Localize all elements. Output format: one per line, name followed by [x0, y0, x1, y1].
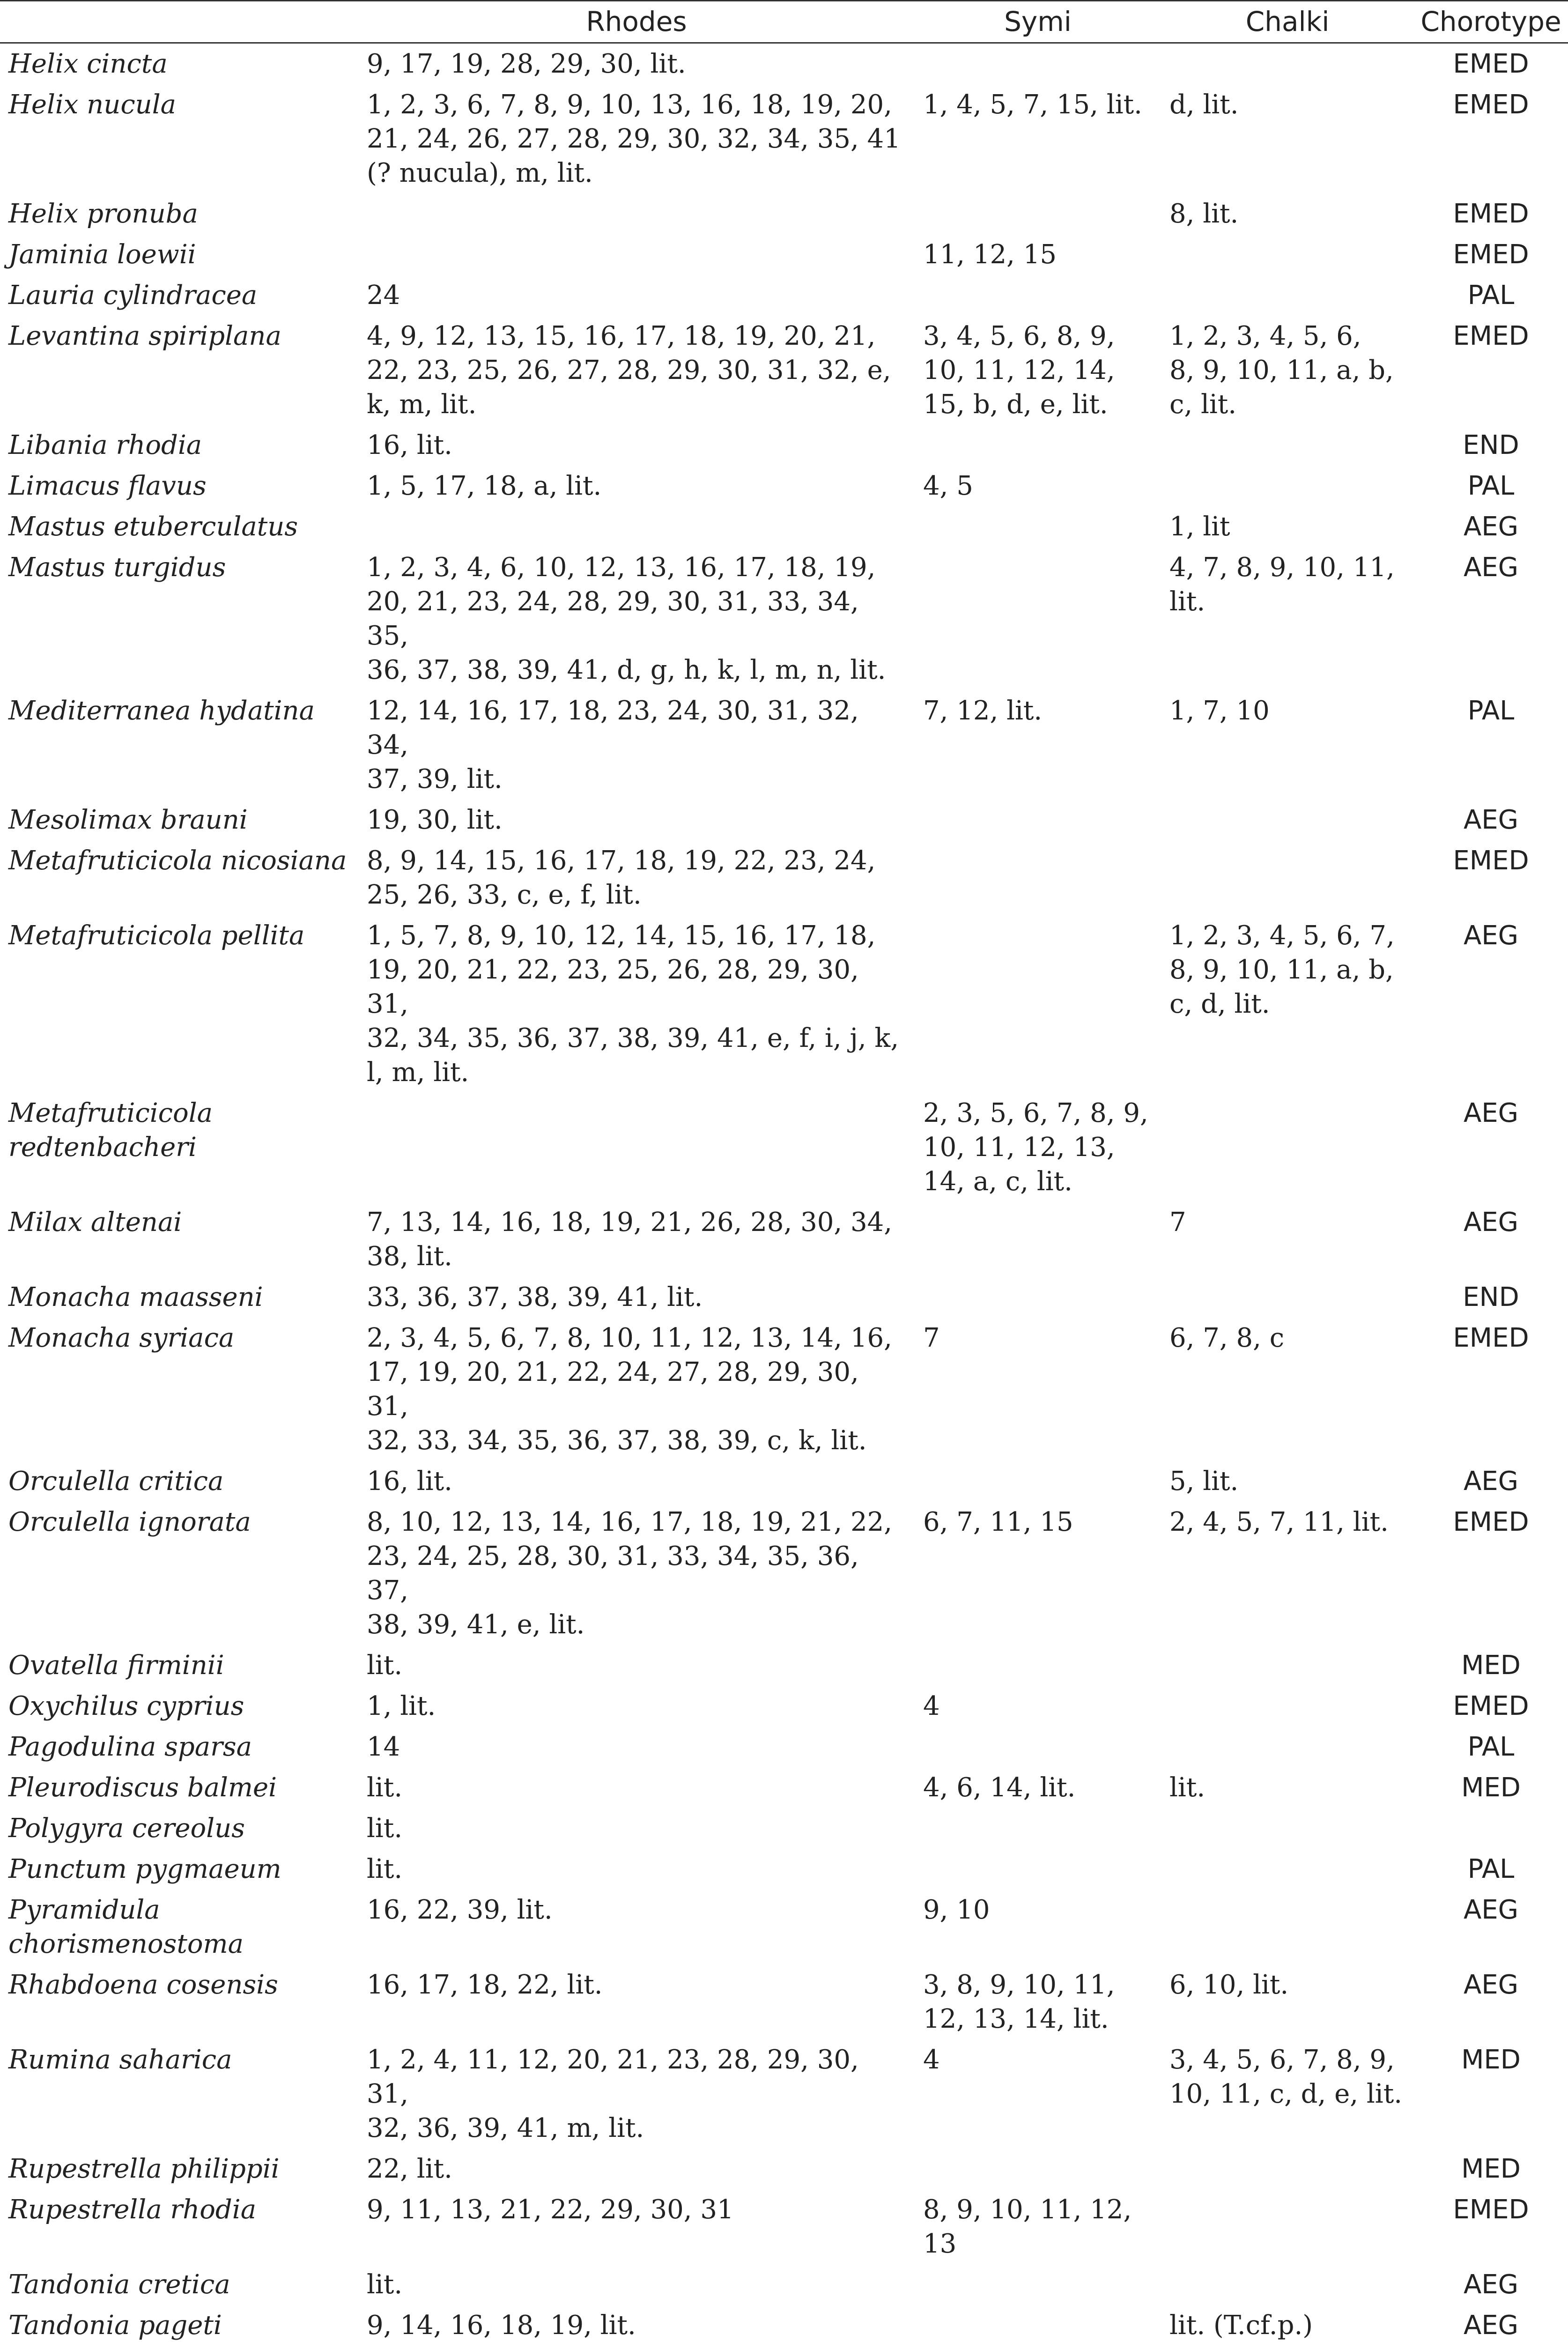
symi-cell: 4, 5	[915, 466, 1161, 506]
species-cell: Monacha maasseni	[0, 1277, 358, 1318]
table-row	[0, 1686, 1568, 1727]
chalki-cell: 4, 7, 8, 9, 10, 11, lit.	[1161, 547, 1414, 690]
chorotype-cell: AEG	[1414, 1093, 1568, 1202]
table-row	[0, 466, 1568, 506]
rhodes-cell: 1, 2, 4, 11, 12, 20, 21, 23, 28, 29, 30, 31, 32, 36, 39, 41, m, lit.	[358, 2039, 915, 2149]
symi-cell	[915, 1277, 1161, 1318]
chalki-cell: 8, lit.	[1161, 193, 1414, 234]
chorotype-cell: PAL	[1414, 275, 1568, 316]
chalki-cell: 1, 7, 10	[1161, 690, 1414, 800]
species-cell: Milax altenai	[0, 1202, 358, 1277]
species-cell: Rupestrella philippii	[0, 2149, 358, 2189]
chalki-cell	[1161, 234, 1414, 275]
chalki-cell: 5, lit.	[1161, 1461, 1414, 1502]
symi-cell	[915, 800, 1161, 840]
species-cell: Mastus etuberculatus	[0, 506, 358, 547]
header-rhodes: Rhodes	[358, 1, 915, 43]
chorotype-cell: AEG	[1414, 1964, 1568, 2039]
rhodes-cell: 4, 9, 12, 13, 15, 16, 17, 18, 19, 20, 21, 22, 23, 25, 26, 27, 28, 29, 30, 31, 32, e, k, m, lit.	[358, 316, 915, 425]
symi-cell	[915, 425, 1161, 466]
chalki-cell	[1161, 1808, 1414, 1849]
symi-cell: 2, 3, 5, 6, 7, 8, 9, 10, 11, 12, 13, 14, a, c, lit.	[915, 1093, 1161, 1202]
table-row	[0, 1849, 1568, 1890]
species-cell: Mastus turgidus	[0, 547, 358, 690]
chalki-cell	[1161, 1727, 1414, 1767]
chorotype-cell: EMED	[1414, 234, 1568, 275]
species-cell: Libania rhodia	[0, 425, 358, 466]
symi-cell	[915, 1849, 1161, 1890]
rhodes-cell: lit.	[358, 1645, 915, 1686]
chalki-cell	[1161, 425, 1414, 466]
chorotype-cell: PAL	[1414, 1727, 1568, 1767]
chalki-cell: lit.	[1161, 1767, 1414, 1808]
chorotype-cell: EMED	[1414, 840, 1568, 915]
symi-cell	[915, 275, 1161, 316]
chorotype-cell: AEG	[1414, 506, 1568, 547]
species-cell: Pagodulina sparsa	[0, 1727, 358, 1767]
table-row	[0, 316, 1568, 425]
species-cell: Ovatella firminii	[0, 1645, 358, 1686]
symi-cell: 3, 4, 5, 6, 8, 9, 10, 11, 12, 14, 15, b, d, e, lit.	[915, 316, 1161, 425]
chalki-cell	[1161, 43, 1414, 85]
chorotype-cell: AEG	[1414, 2264, 1568, 2305]
table-row	[0, 1964, 1568, 2039]
table-row	[0, 84, 1568, 193]
table-row	[0, 1318, 1568, 1461]
rhodes-cell: lit.	[358, 1849, 915, 1890]
rhodes-cell: 16, 22, 39, lit.	[358, 1890, 915, 1964]
rhodes-cell: 14	[358, 1727, 915, 1767]
table-row	[0, 1767, 1568, 1808]
symi-cell	[915, 193, 1161, 234]
chalki-cell	[1161, 466, 1414, 506]
rhodes-cell: 12, 14, 16, 17, 18, 23, 24, 30, 31, 32, 34, 37, 39, lit.	[358, 690, 915, 800]
rhodes-cell: lit.	[358, 2264, 915, 2305]
rhodes-cell: 9, 17, 19, 28, 29, 30, lit.	[358, 43, 915, 85]
rhodes-cell: 9, 11, 13, 21, 22, 29, 30, 31	[358, 2189, 915, 2264]
chalki-cell	[1161, 1277, 1414, 1318]
table-row	[0, 425, 1568, 466]
species-cell: Tandonia cretica	[0, 2264, 358, 2305]
chorotype-cell: AEG	[1414, 915, 1568, 1093]
rhodes-cell: 8, 9, 14, 15, 16, 17, 18, 19, 22, 23, 24, 25, 26, 33, c, e, f, lit.	[358, 840, 915, 915]
chalki-cell: 3, 4, 5, 6, 7, 8, 9, 10, 11, c, d, e, lit.	[1161, 2039, 1414, 2149]
chorotype-cell: EMED	[1414, 84, 1568, 193]
rhodes-cell: 9, 14, 16, 18, 19, lit.	[358, 2305, 915, 2342]
chorotype-cell: AEG	[1414, 547, 1568, 690]
species-cell: Levantina spiriplana	[0, 316, 358, 425]
table-row	[0, 840, 1568, 915]
chalki-cell	[1161, 1849, 1414, 1890]
species-cell: Pyramidula chorismenostoma	[0, 1890, 358, 1964]
chorotype-cell	[1414, 1808, 1568, 1849]
chalki-cell	[1161, 800, 1414, 840]
species-cell: Lauria cylindracea	[0, 275, 358, 316]
rhodes-cell: 7, 13, 14, 16, 18, 19, 21, 26, 28, 30, 34, 38, lit.	[358, 1202, 915, 1277]
chalki-cell	[1161, 840, 1414, 915]
table-row	[0, 43, 1568, 85]
rhodes-cell: lit.	[358, 1767, 915, 1808]
species-cell: Helix nucula	[0, 84, 358, 193]
symi-cell	[915, 1202, 1161, 1277]
chalki-cell	[1161, 1093, 1414, 1202]
species-cell: Orculella ignorata	[0, 1502, 358, 1645]
chorotype-cell: EMED	[1414, 316, 1568, 425]
symi-cell: 6, 7, 11, 15	[915, 1502, 1161, 1645]
symi-cell	[915, 506, 1161, 547]
chalki-cell	[1161, 2264, 1414, 2305]
species-cell: Helix pronuba	[0, 193, 358, 234]
chalki-cell: 6, 7, 8, c	[1161, 1318, 1414, 1461]
species-cell: Tandonia pageti	[0, 2305, 358, 2342]
symi-cell: 4, 6, 14, lit.	[915, 1767, 1161, 1808]
species-cell: Metafruticicola nicosiana	[0, 840, 358, 915]
symi-cell	[915, 915, 1161, 1093]
table-row	[0, 800, 1568, 840]
rhodes-cell: 24	[358, 275, 915, 316]
symi-cell	[915, 1808, 1161, 1849]
symi-cell: 7	[915, 1318, 1161, 1461]
rhodes-cell: 16, lit.	[358, 425, 915, 466]
chorotype-cell: END	[1414, 425, 1568, 466]
chalki-cell: lit. (T.cf.p.)	[1161, 2305, 1414, 2342]
chorotype-cell: EMED	[1414, 193, 1568, 234]
rhodes-cell: 33, 36, 37, 38, 39, 41, lit.	[358, 1277, 915, 1318]
symi-cell: 1, 4, 5, 7, 15, lit.	[915, 84, 1161, 193]
species-cell: Orculella critica	[0, 1461, 358, 1502]
chalki-cell	[1161, 2189, 1414, 2264]
rhodes-cell	[358, 234, 915, 275]
species-cell: Mediterranea hydatina	[0, 690, 358, 800]
chorotype-cell: PAL	[1414, 466, 1568, 506]
table-row	[0, 1808, 1568, 1849]
rhodes-cell: 2, 3, 4, 5, 6, 7, 8, 10, 11, 12, 13, 14, 16, 17, 19, 20, 21, 22, 24, 27, 28, 29, 30, 31, 32, 33, 34, 35, 36, 37, 38, 39, c, k, lit.	[358, 1318, 915, 1461]
table-row	[0, 2149, 1568, 2189]
species-cell: Pleurodiscus balmei	[0, 1767, 358, 1808]
symi-cell	[915, 1727, 1161, 1767]
chorotype-cell: AEG	[1414, 1202, 1568, 1277]
chalki-cell	[1161, 2149, 1414, 2189]
rhodes-cell: 1, 2, 3, 4, 6, 10, 12, 13, 16, 17, 18, 19, 20, 21, 23, 24, 28, 29, 30, 31, 33, 34, 35, 36, 37, 38, 39, 41, d, g, h, k, l, m, n, lit.	[358, 547, 915, 690]
chorotype-cell: EMED	[1414, 1502, 1568, 1645]
symi-cell: 8, 9, 10, 11, 12, 13	[915, 2189, 1161, 2264]
chalki-cell: 2, 4, 5, 7, 11, lit.	[1161, 1502, 1414, 1645]
header-chorotype: Chorotype	[1414, 1, 1568, 43]
rhodes-cell: 1, 5, 7, 8, 9, 10, 12, 14, 15, 16, 17, 18, 19, 20, 21, 22, 23, 25, 26, 28, 29, 30, 31, 32, 34, 35, 36, 37, 38, 39, 41, e, f, i, j, k, l, m, lit.	[358, 915, 915, 1093]
symi-cell	[915, 2149, 1161, 2189]
chorotype-cell: PAL	[1414, 690, 1568, 800]
symi-cell	[915, 1645, 1161, 1686]
chorotype-cell: EMED	[1414, 43, 1568, 85]
rhodes-cell: 16, lit.	[358, 1461, 915, 1502]
rhodes-cell: 8, 10, 12, 13, 14, 16, 17, 18, 19, 21, 22, 23, 24, 25, 28, 30, 31, 33, 34, 35, 36, 37, 38, 39, 41, e, lit.	[358, 1502, 915, 1645]
chalki-cell: d, lit.	[1161, 84, 1414, 193]
chorotype-cell: MED	[1414, 1645, 1568, 1686]
rhodes-cell: 22, lit.	[358, 2149, 915, 2189]
table-row	[0, 1277, 1568, 1318]
header-species	[0, 1, 358, 43]
table-row	[0, 1461, 1568, 1502]
species-cell: Rhabdoena cosensis	[0, 1964, 358, 2039]
chorotype-cell: EMED	[1414, 1318, 1568, 1461]
header-symi: Symi	[915, 1, 1161, 43]
table-row	[0, 1202, 1568, 1277]
chorotype-cell: MED	[1414, 2149, 1568, 2189]
symi-cell: 4	[915, 1686, 1161, 1727]
table-row	[0, 1727, 1568, 1767]
table-row	[0, 2039, 1568, 2149]
rhodes-cell: 19, 30, lit.	[358, 800, 915, 840]
chalki-cell: 6, 10, lit.	[1161, 1964, 1414, 2039]
table-row	[0, 275, 1568, 316]
species-cell: Rupestrella rhodia	[0, 2189, 358, 2264]
chalki-cell	[1161, 1686, 1414, 1727]
species-cell: Rumina saharica	[0, 2039, 358, 2149]
table-header	[0, 1, 1568, 43]
chorotype-cell: EMED	[1414, 1686, 1568, 1727]
symi-cell: 9, 10	[915, 1890, 1161, 1964]
chalki-cell: 1, lit	[1161, 506, 1414, 547]
symi-cell: 11, 12, 15	[915, 234, 1161, 275]
rhodes-cell	[358, 1093, 915, 1202]
chalki-cell	[1161, 1890, 1414, 1964]
rhodes-cell	[358, 193, 915, 234]
rhodes-cell: lit.	[358, 1808, 915, 1849]
table-row	[0, 2189, 1568, 2264]
chalki-cell: 7	[1161, 1202, 1414, 1277]
species-cell: Metafruticicola pellita	[0, 915, 358, 1093]
symi-cell: 7, 12, lit.	[915, 690, 1161, 800]
table-row	[0, 547, 1568, 690]
species-cell: Punctum pygmaeum	[0, 1849, 358, 1890]
chorotype-cell: AEG	[1414, 1890, 1568, 1964]
table-row	[0, 2264, 1568, 2305]
chalki-cell: 1, 2, 3, 4, 5, 6, 8, 9, 10, 11, a, b, c, lit.	[1161, 316, 1414, 425]
chorotype-cell: AEG	[1414, 800, 1568, 840]
table-row	[0, 1645, 1568, 1686]
chorotype-cell: EMED	[1414, 2189, 1568, 2264]
species-cell: Jaminia loewii	[0, 234, 358, 275]
table-body	[0, 43, 1568, 2342]
table-row	[0, 193, 1568, 234]
chorotype-cell: AEG	[1414, 2305, 1568, 2342]
chorotype-cell: MED	[1414, 1767, 1568, 1808]
chalki-cell	[1161, 1645, 1414, 1686]
species-cell: Metafruticicola redtenbacheri	[0, 1093, 358, 1202]
symi-cell: 4	[915, 2039, 1161, 2149]
chalki-cell	[1161, 275, 1414, 316]
symi-cell	[915, 1461, 1161, 1502]
chorotype-cell: AEG	[1414, 1461, 1568, 1502]
table-row	[0, 1502, 1568, 1645]
table-row	[0, 915, 1568, 1093]
rhodes-cell: 1, lit.	[358, 1686, 915, 1727]
species-cell: Limacus flavus	[0, 466, 358, 506]
rhodes-cell	[358, 506, 915, 547]
table-row	[0, 1890, 1568, 1964]
chorotype-cell: PAL	[1414, 1849, 1568, 1890]
table-row	[0, 1093, 1568, 1202]
species-cell: Mesolimax brauni	[0, 800, 358, 840]
header-row	[0, 1, 1568, 43]
symi-cell	[915, 43, 1161, 85]
table-row	[0, 506, 1568, 547]
rhodes-cell: 16, 17, 18, 22, lit.	[358, 1964, 915, 2039]
symi-cell	[915, 547, 1161, 690]
chalki-cell: 1, 2, 3, 4, 5, 6, 7, 8, 9, 10, 11, a, b, c, d, lit.	[1161, 915, 1414, 1093]
rhodes-cell: 1, 2, 3, 6, 7, 8, 9, 10, 13, 16, 18, 19, 20, 21, 24, 26, 27, 28, 29, 30, 32, 34, 35, 41 (? nucula), m, lit.	[358, 84, 915, 193]
symi-cell	[915, 840, 1161, 915]
symi-cell	[915, 2305, 1161, 2342]
header-chalki: Chalki	[1161, 1, 1414, 43]
species-cell: Helix cincta	[0, 43, 358, 85]
table-row	[0, 2305, 1568, 2342]
rhodes-cell: 1, 5, 17, 18, a, lit.	[358, 466, 915, 506]
table-row	[0, 234, 1568, 275]
species-cell: Oxychilus cyprius	[0, 1686, 358, 1727]
species-cell: Monacha syriaca	[0, 1318, 358, 1461]
symi-cell	[915, 2264, 1161, 2305]
symi-cell: 3, 8, 9, 10, 11, 12, 13, 14, lit.	[915, 1964, 1161, 2039]
chorotype-cell: END	[1414, 1277, 1568, 1318]
table-row	[0, 690, 1568, 800]
species-cell: Polygyra cereolus	[0, 1808, 358, 1849]
chorotype-cell: MED	[1414, 2039, 1568, 2149]
